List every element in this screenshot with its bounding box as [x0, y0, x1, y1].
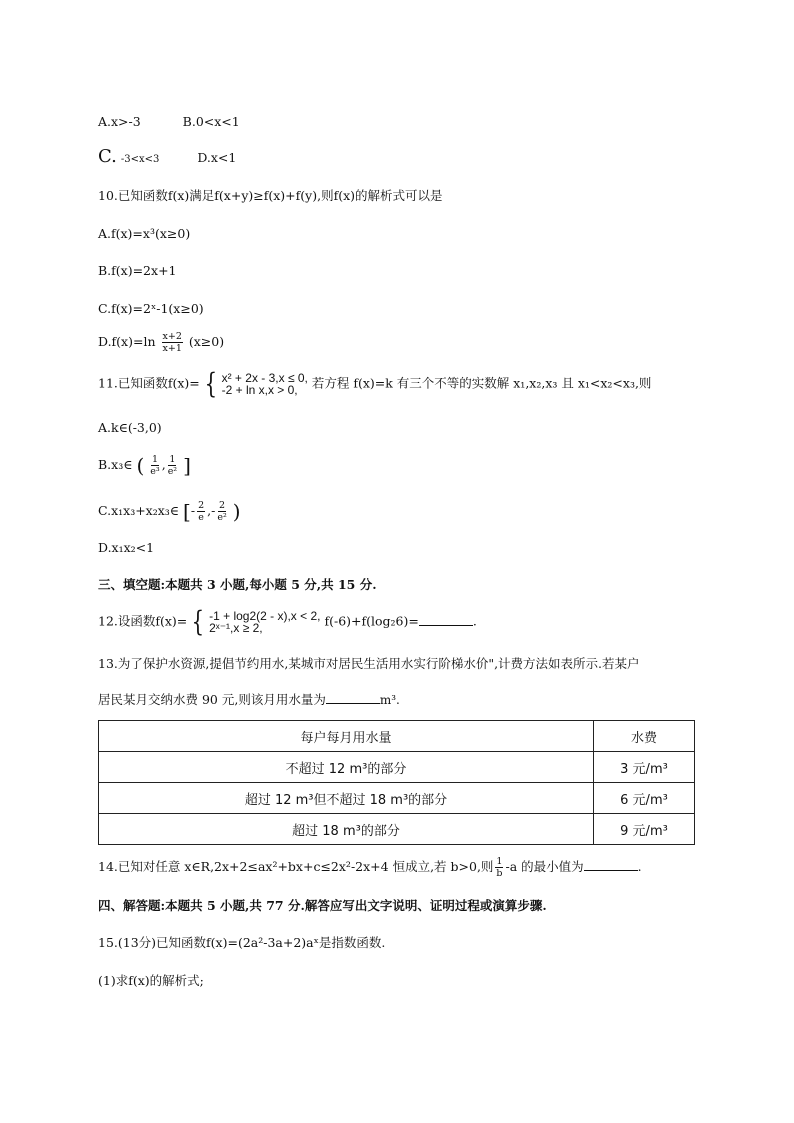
q11-option-c-fraction-1-den: e: [198, 512, 204, 523]
q13-answer-blank[interactable]: [326, 691, 380, 704]
table-row: [99, 814, 695, 845]
table-header-usage: 每户每月用水量: [99, 721, 594, 752]
q10-option-d-denominator: x+1: [162, 343, 182, 354]
q11-option-c: C.x₁x₃+x₂x₃∈ [- $\frac{2}{e}$ ,- $\frac{2}{\text{e²}}$ ): [98, 499, 241, 524]
q11-option-b-close-bracket: ]: [183, 453, 191, 478]
q14-suffix: -a 的最小值为: [505, 859, 584, 874]
table-cell-usage: 不超过 12 m³的部分: [99, 752, 594, 783]
table-header-fee: 水费: [594, 721, 695, 752]
q12-answer-blank[interactable]: [419, 613, 473, 626]
q12-case-1: -1 + log2(2 - x),x < 2,: [209, 609, 321, 623]
q11-option-b-fraction-2: [168, 454, 177, 477]
q11-option-b-prefix: B.x₃∈: [98, 457, 133, 472]
q9-option-d: D.x<1: [197, 150, 237, 165]
table-cell-fee: 9 元/m³: [594, 814, 695, 845]
q10-option-c: C.f(x)=2ˣ-1(x≥0): [98, 301, 204, 316]
q11-option-b-open-paren: (: [136, 453, 145, 478]
q10-option-d: [98, 331, 224, 354]
q11-suffix: 若方程 f(x)=k 有三个不等的实数解 x₁,x₂,x₃ 且 x₁<x₂<x₃,则: [311, 375, 652, 391]
q14-fraction-num: 1: [496, 856, 503, 867]
q12-prefix: 12.设函数f(x)=: [98, 613, 188, 629]
q11-option-b-fraction-2-den: e²: [167, 466, 178, 477]
q14-fraction: [495, 856, 503, 879]
q11-option-c-prefix: C.x₁x₃+x₂x₃∈: [98, 503, 180, 518]
q10-option-d-numerator: x+2: [162, 331, 182, 342]
q15-part-1: (1)求f(x)的解析式;: [98, 973, 204, 988]
q11-option-c-fraction-1: [197, 500, 205, 523]
q11-option-a: A.k∈(-3,0): [98, 420, 162, 435]
q11-case-2: -2 + ln x,x > 0,: [221, 383, 298, 397]
table-row: [99, 752, 695, 783]
q11-prefix: 11.已知函数f(x)=: [98, 375, 200, 391]
q13-line-2-prefix: 居民某月交纳水费 90 元,则该月用水量为: [98, 692, 326, 707]
q10-stem: 10.已知函数f(x)满足f(x+y)≥f(x)+f(y),则f(x)的解析式可以是: [98, 188, 443, 203]
q9-option-row-2: [98, 148, 236, 169]
q10-option-d-suffix: (x≥0): [188, 334, 225, 349]
q9-option-a: A.x>-3: [98, 114, 141, 129]
q12-brace: {: [191, 605, 205, 638]
table-cell-fee: 6 元/m³: [594, 783, 695, 814]
q11-option-b-fraction-2-num: 1: [169, 454, 176, 465]
q14-stem: [98, 856, 642, 879]
q11-option-b-fraction-1: [150, 454, 159, 477]
q13-unit: m³.: [379, 693, 400, 707]
q14-end: .: [637, 859, 642, 874]
table-cell-usage: 超过 12 m³但不超过 18 m³的部分: [99, 783, 594, 814]
table-row: [99, 783, 695, 814]
q11-option-d: D.x₁x₂<1: [98, 540, 155, 555]
table-cell-usage: 超过 18 m³的部分: [99, 814, 594, 845]
water-fee-table: [98, 720, 695, 845]
q10-option-b: B.f(x)=2x+1: [98, 263, 177, 278]
table-header-row: [99, 721, 695, 752]
table-cell-fee: 3 元/m³: [594, 752, 695, 783]
q9-option-c: -3<x<3: [120, 154, 160, 165]
q12-cases: [209, 610, 320, 634]
q10-option-a: A.f(x)=x³(x≥0): [98, 226, 191, 241]
q11-stem: [98, 367, 652, 400]
q11-option-b-fraction-1-den: e³: [150, 466, 160, 477]
q9-option-row-1: [98, 113, 240, 131]
q11-option-c-close-paren: ): [232, 499, 241, 524]
q11-option-c-fraction-2-den: e²: [217, 512, 227, 523]
q14-answer-blank[interactable]: [584, 858, 638, 871]
q11-option-b-fraction-1-num: 1: [151, 454, 158, 465]
section-4-heading: 四、解答题:本题共 5 小题,共 77 分.解答应写出文字说明、证明过程或演算步骤.: [98, 898, 547, 913]
q14-fraction-den: b: [496, 868, 503, 879]
q10-option-d-fraction: [162, 331, 183, 354]
q11-option-b: B.x₃∈ ( $\frac{1}{\text{e³}}$ , $\frac{1}{\text{e²}}$ ]: [98, 453, 191, 478]
q9-option-b: B.0<x<1: [182, 114, 240, 129]
q12-stem: 12.设函数f(x)= { -1 + log2(2 - x),x < 2, 2ˣ⁻¹,x ≥ 2, f(-6)+f(log₂6)= .: [98, 605, 477, 638]
q11-cases: [222, 372, 308, 396]
q12-suffix: f(-6)+f(log₂6)=: [324, 613, 419, 629]
q11-option-c-open-bracket: [: [183, 499, 191, 524]
q13-line-2: [98, 691, 400, 709]
q11-option-c-fraction-2-num: 2: [219, 500, 226, 511]
q15-stem: 15.(13分)已知函数f(x)=(2a²-3a+2)aˣ是指数函数.: [98, 935, 386, 950]
q14-prefix: 14.已知对任意 x∈R,2x+2≤ax²+bx+c≤2x²-2x+4 恒成立,若 b>0,则: [98, 859, 494, 874]
q11-case-1: x² + 2x - 3,x ≤ 0,: [221, 371, 308, 385]
q11-option-c-fraction-1-num: 2: [198, 500, 205, 511]
q11-option-c-fraction-2: [217, 500, 226, 523]
q12-case-2: 2ˣ⁻¹,x ≥ 2,: [209, 621, 263, 635]
q10-option-d-prefix: D.f(x)=ln: [98, 334, 156, 349]
q13-line-1: 13.为了保护水资源,提倡节约用水,某城市对居民生活用水实行阶梯水价",计费方法如表所示.若某户: [98, 656, 640, 671]
q11-brace: {: [204, 367, 217, 400]
section-3-heading: 三、填空题:本题共 3 小题,每小题 5 分,共 15 分.: [98, 577, 377, 592]
q9-option-c-letter: C.: [98, 146, 117, 167]
